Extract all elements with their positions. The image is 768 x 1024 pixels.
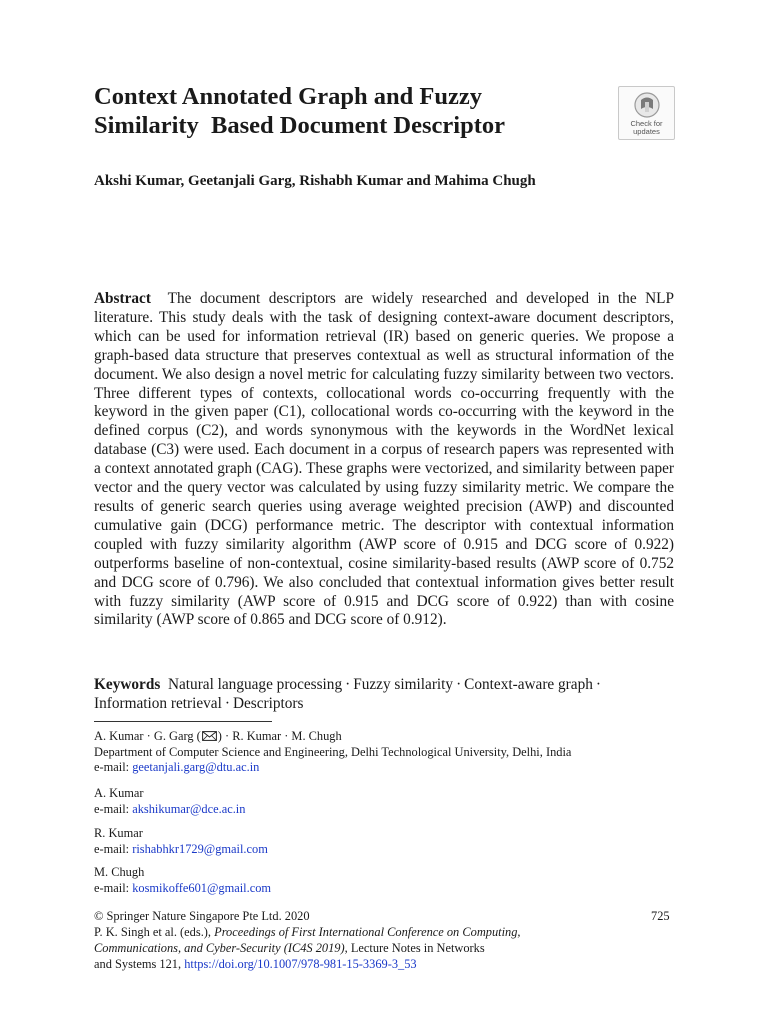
proceedings-title: Proceedings of First International Conference on Computing, bbox=[214, 925, 521, 939]
email-link-geetanjali[interactable]: geetanjali.garg@dtu.ac.in bbox=[132, 760, 260, 775]
envelope-icon bbox=[202, 731, 217, 741]
affiliation-block-1: A. Kumar · G. Garg ( ) · R. Kumar · M. Chugh Department of Computer Science and Engineering, Delhi Technological University, Delhi, India e-mail: geetanjali.garg@dtu.ac.in bbox=[94, 729, 572, 775]
affiliation-block-4: M. Chugh e-mail: kosmikoffe601@gmail.com bbox=[94, 865, 272, 895]
keywords: Keywords Natural language processing · Fuzzy similarity · Context-aware graph · Information retrieval · Descriptors bbox=[94, 676, 601, 712]
author-name: A. Kumar bbox=[94, 786, 144, 800]
abstract-text: The document descriptors are widely researched and developed in the NLP literature. This study deals with the task of designing context-aware document descriptors, which can be used for information retrieval (IR) based on generic queries. We propose a graph-based data structure that preserves contextual as well as structural information of the document. We also design a novel metric for calculating fuzzy similarity between two vectors. Three different types of contexts, collocational words co-occurring frequently with the keyword in the given paper (C1), collocational words co-occurring with the keyword in the defined corpus (C2), and words synonymous with the keywords in the WordNet lexical database (C3) were used. Each document in a corpus of research papers was represented with a context annotated graph (CAG). These graphs were vectorized, and similarity between paper vector and the query vector was calculated by using fuzzy similarity metric. We compare the results of generic search queries using average weighted precision (AWP) and discounted cumulative gain (DCG) performance metric. The descriptor with contextual information coupled with fuzzy similarity algorithm (AWP score of 0.915 and DCG score of 0.922) outperforms baseline of non-contextual, cosine similarity-based results (AWP score of 0.752 and DCG score of 0.796). We also concluded that contextual information gives better result with fuzzy similarity (AWP score of 0.915 and DCG score of 0.922) than with cosine similarity (AWP score of 0.865 and DCG score of 0.912). bbox=[94, 290, 675, 629]
author-list: Akshi Kumar, Geetanjali Garg, Rishabh Kumar and Mahima Chugh bbox=[94, 173, 536, 189]
doi-link[interactable]: https://doi.org/10.1007/978-981-15-3369-3_53 bbox=[184, 957, 417, 971]
paper-title bbox=[94, 82, 594, 140]
publication-footer: © Springer Nature Singapore Pte Ltd. 2020 P. K. Singh et al. (eds.), Proceedings of First International Conference on Computing, Communications, and Cyber-Security (IC4S 2019), Lecture Notes in Networks and Systems 121, https://doi.org/10.1007/978-981-15-3369-3_53 bbox=[94, 909, 521, 971]
crossmark-icon bbox=[634, 92, 660, 118]
author-name: R. Kumar bbox=[94, 826, 143, 840]
affiliation-block-3: R. Kumar e-mail: rishabhkr1729@gmail.com bbox=[94, 826, 268, 856]
keyword-item: Descriptors bbox=[232, 694, 304, 712]
keywords-label: Keywords bbox=[94, 676, 161, 693]
check-for-updates-badge[interactable] bbox=[618, 86, 675, 140]
email-link-akshi[interactable]: akshikumar@dce.ac.in bbox=[132, 801, 246, 816]
keyword-item: Natural language processing bbox=[167, 676, 343, 693]
abstract-label: Abstract bbox=[94, 290, 151, 307]
department: Department of Computer Science and Engineering, Delhi Technological University, Delhi, India bbox=[94, 744, 572, 759]
email-link-mahima[interactable]: kosmikoffe601@gmail.com bbox=[132, 880, 272, 895]
title-line-1: Context Annotated Graph and Fuzzy bbox=[94, 83, 482, 110]
footnote-divider bbox=[94, 721, 272, 722]
page-number: 725 bbox=[651, 909, 670, 923]
copyright: © Springer Nature Singapore Pte Ltd. 2020 bbox=[94, 909, 310, 923]
badge-label: Check for updates bbox=[630, 119, 663, 136]
author-names: A. Kumar · G. Garg ( bbox=[94, 729, 201, 743]
title-line-2: Similarity Based Document Descriptor bbox=[94, 112, 505, 139]
abstract bbox=[94, 290, 674, 630]
author-names-rest: ) · R. Kumar · M. Chugh bbox=[217, 729, 342, 743]
keyword-item: Fuzzy similarity bbox=[353, 676, 454, 693]
keyword-item: Information retrieval bbox=[94, 694, 222, 712]
author-name: M. Chugh bbox=[94, 865, 145, 879]
keyword-item: Context-aware graph bbox=[464, 676, 593, 693]
affiliation-block-2: A. Kumar e-mail: akshikumar@dce.ac.in bbox=[94, 786, 246, 816]
email-link-rishabh[interactable]: rishabhkr1729@gmail.com bbox=[132, 841, 268, 856]
